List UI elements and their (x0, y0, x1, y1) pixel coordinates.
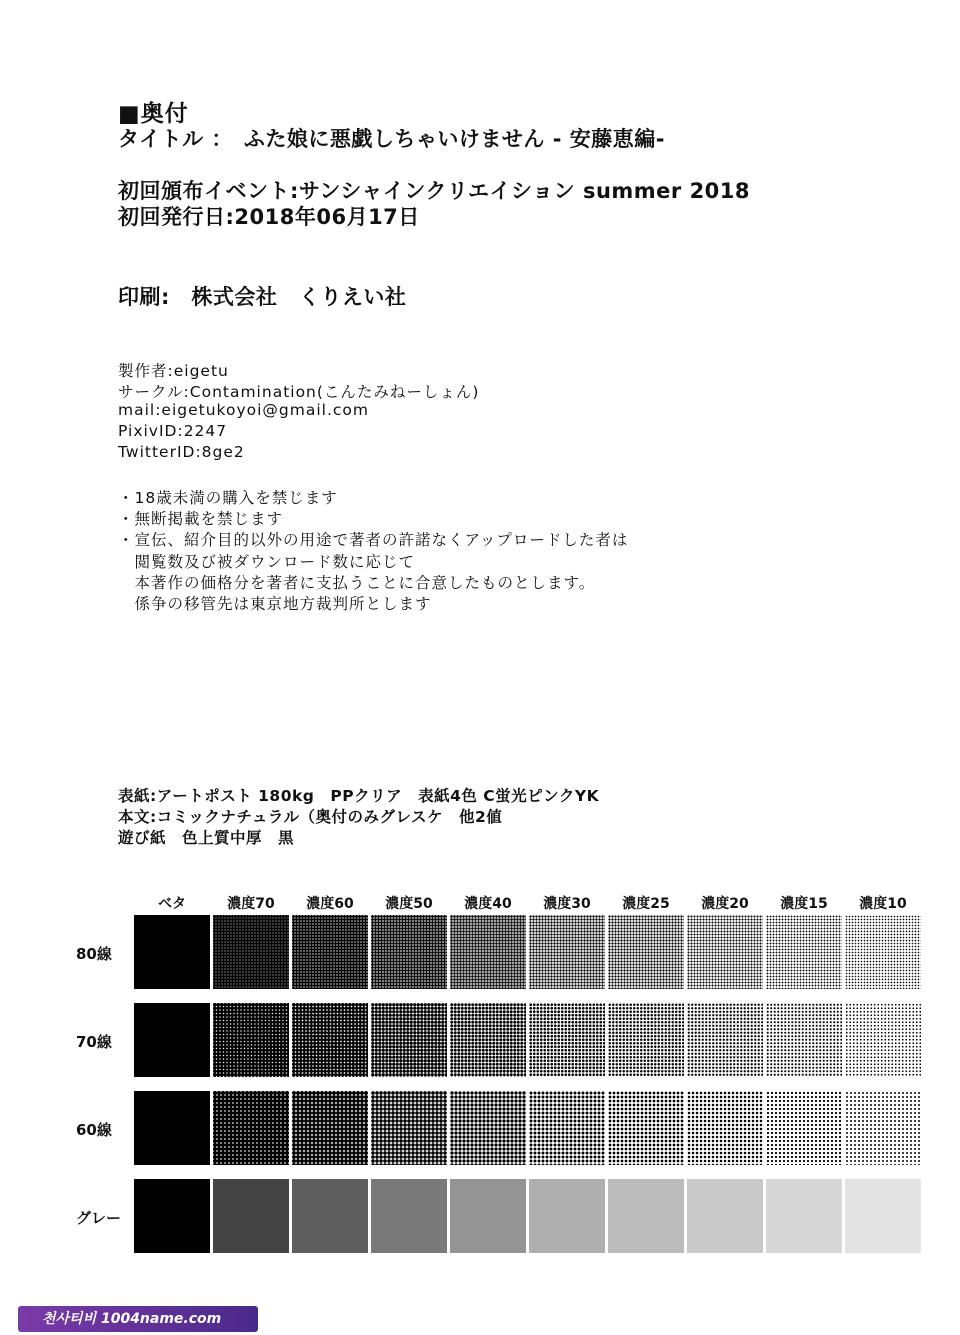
tone-swatch (371, 1091, 447, 1165)
tone-swatch (371, 915, 447, 989)
notice-line: ・宣伝、紹介目的以外の用途で著者の許諾なくアップロードした者は (118, 531, 629, 549)
tone-swatch (608, 915, 684, 989)
date-line: 初回発行日:2018年06月17日 (118, 205, 420, 229)
tone-swatch (213, 1179, 289, 1253)
tone-swatch (134, 915, 210, 989)
tone-swatch (213, 915, 289, 989)
notice-line: 係争の移管先は東京地方裁判所とします (118, 595, 432, 613)
tone-column-label: ベタ (158, 896, 186, 912)
tone-swatch (608, 1179, 684, 1253)
tone-swatch (292, 1003, 368, 1077)
tone-column-label: 濃度60 (306, 896, 354, 912)
tone-swatch (292, 915, 368, 989)
tone-swatch (687, 1179, 763, 1253)
credit-line: サークル:Contamination(こんたみねーしょん) (118, 383, 480, 401)
title-line: タイトル ： ふた娘に悪戯しちゃいけません - 安藤恵編- (118, 127, 665, 151)
tone-swatch (134, 1179, 210, 1253)
notice-line: 本著作の価格分を著者に支払うことに合意したものとします。 (118, 574, 596, 592)
printer-line: 印刷: 株式会社 くりえい社 (118, 285, 407, 309)
tone-swatch (371, 1179, 447, 1253)
notice-line: ・無断掲載を禁じます (118, 510, 284, 528)
tone-row-label: 60線 (76, 1121, 112, 1139)
tone-swatch (845, 1179, 921, 1253)
tone-column-label: 濃度30 (543, 896, 591, 912)
tone-swatch (213, 1003, 289, 1077)
tone-column-label: 濃度10 (859, 896, 907, 912)
tone-swatch (450, 915, 526, 989)
tone-swatch (213, 1091, 289, 1165)
tone-row-label: 70線 (76, 1033, 112, 1051)
tone-swatch (687, 915, 763, 989)
tone-swatch (845, 1003, 921, 1077)
notice-line: ・18歳未満の購入を禁じます (118, 489, 338, 507)
spec-line: 表紙:アートポスト 180kg PPクリア 表紙4色 C蛍光ピンクYK (118, 787, 600, 805)
tone-swatch (608, 1003, 684, 1077)
tone-swatch (766, 915, 842, 989)
tone-swatch (608, 1091, 684, 1165)
notice-line: 閲覧数及び被ダウンロード数に応じて (118, 553, 416, 571)
tone-swatch (529, 1179, 605, 1253)
tone-swatch (845, 1091, 921, 1165)
tone-swatch (529, 1091, 605, 1165)
event-line: 初回頒布イベント:サンシャインクリエイション summer 2018 (118, 179, 751, 203)
tone-swatch (450, 1003, 526, 1077)
tone-swatch (766, 1091, 842, 1165)
tone-swatch (371, 1003, 447, 1077)
tone-column-label: 濃度20 (701, 896, 749, 912)
tone-swatch (529, 1003, 605, 1077)
heading: ■奥付 (118, 101, 189, 127)
tone-swatch (529, 915, 605, 989)
tone-column-label: 濃度15 (780, 896, 828, 912)
tone-swatch (134, 1003, 210, 1077)
tone-swatch (292, 1179, 368, 1253)
credit-line: PixivID:2247 (118, 422, 228, 440)
tone-row-label: 80線 (76, 945, 112, 963)
tone-swatch (134, 1091, 210, 1165)
tone-swatch (845, 915, 921, 989)
tone-column-label: 濃度25 (622, 896, 670, 912)
tone-column-label: 濃度40 (464, 896, 512, 912)
tone-swatch (450, 1091, 526, 1165)
tone-column-label: 濃度70 (227, 896, 275, 912)
tone-swatch (766, 1179, 842, 1253)
tone-swatch (687, 1003, 763, 1077)
watermark: 천사티비 1004name.com (18, 1306, 258, 1332)
credit-line: 製作者:eigetu (118, 362, 229, 380)
spec-line: 本文:コミックナチュラル（奥付のみグレスケ 他2値 (118, 808, 503, 826)
tone-swatch (450, 1179, 526, 1253)
spec-line: 遊び紙 色上質中厚 黒 (118, 829, 295, 847)
tone-swatch (687, 1091, 763, 1165)
tone-column-label: 濃度50 (385, 896, 433, 912)
tone-row-label: グレー (76, 1209, 122, 1227)
credit-line: TwitterID:8ge2 (118, 443, 245, 461)
tone-swatch (766, 1003, 842, 1077)
credit-line: mail:eigetukoyoi@gmail.com (118, 401, 369, 419)
tone-swatch (292, 1091, 368, 1165)
